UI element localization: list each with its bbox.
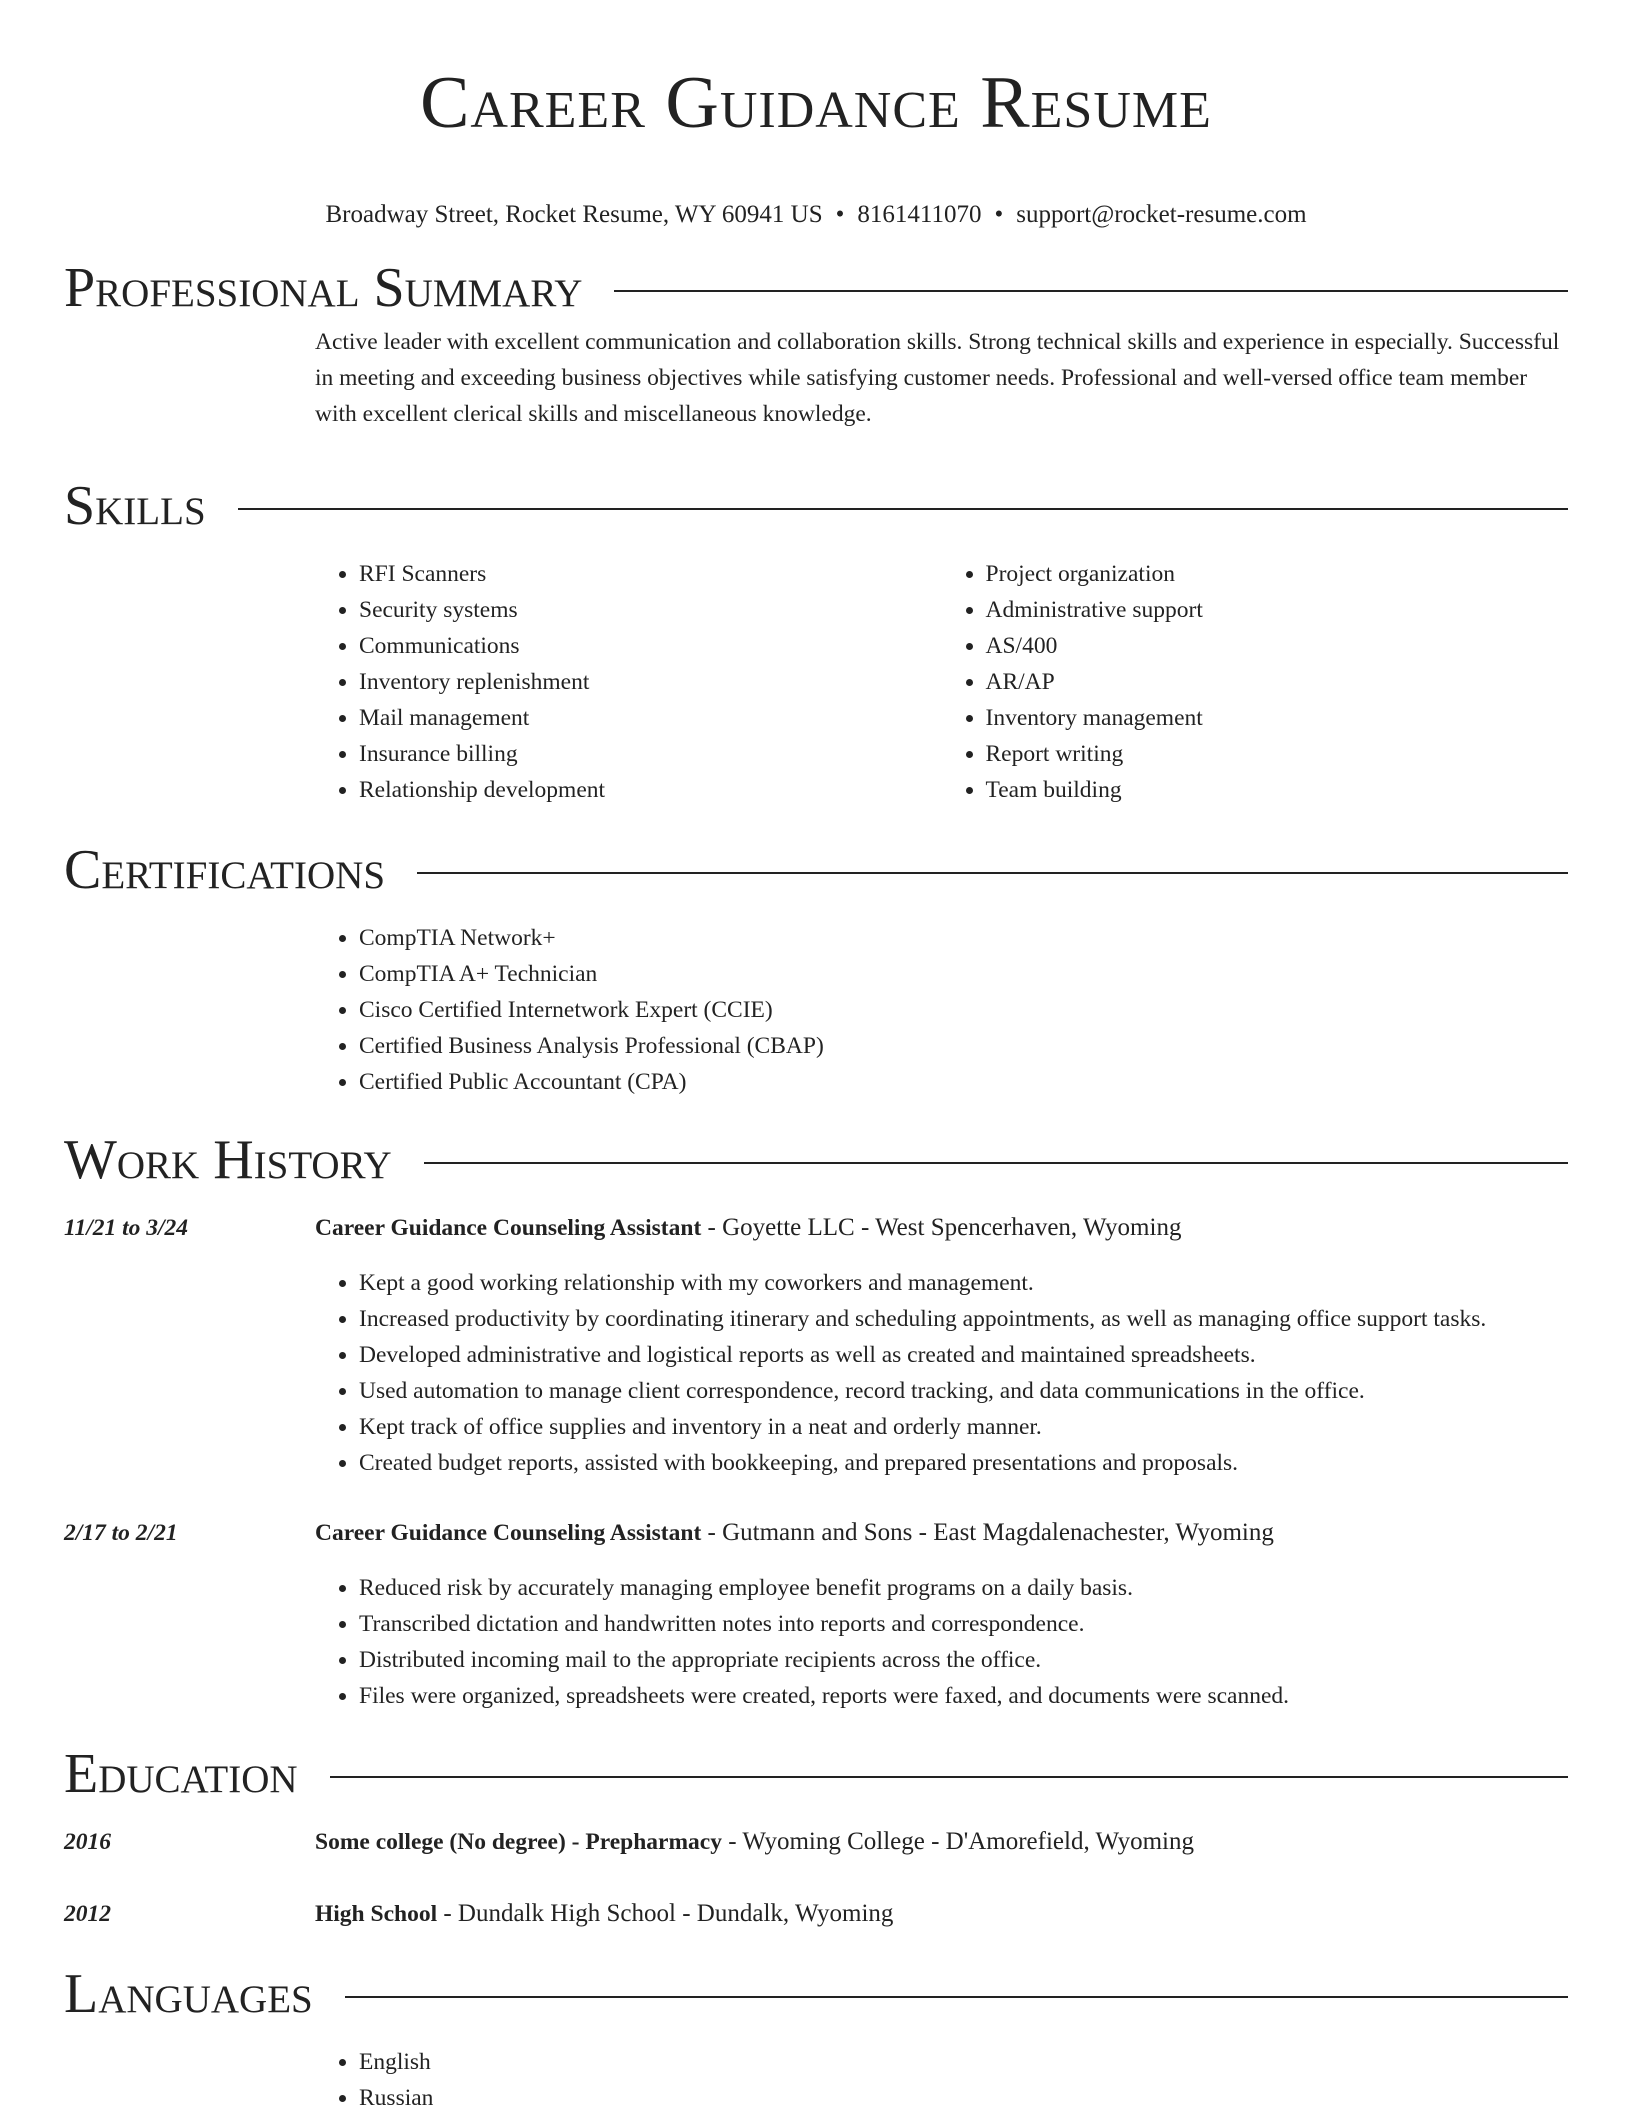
section-title-education: Education	[64, 1743, 298, 1805]
job-duty: • Transcribed dictation and handwritten notes into reports and correspondence.	[359, 1606, 1568, 1642]
education-school: - Wyoming College - D'Amorefield, Wyoming	[721, 1828, 1195, 1855]
certifications-list	[315, 920, 1568, 1100]
certifications-content	[315, 920, 1568, 1100]
skill-item: • Mail management	[359, 700, 942, 736]
skills-columns	[315, 556, 1568, 808]
language-item: • Russian	[359, 2080, 1568, 2116]
section-education	[64, 1742, 1568, 1932]
languages-list	[315, 2044, 1568, 2116]
skill-item: • AS/400	[986, 628, 1569, 664]
job-duty: • Used automation to manage client correspondence, record tracking, and data communications in the office.	[359, 1373, 1568, 1409]
contact-address: Broadway Street, Rocket Resume, WY 60941 US	[325, 201, 823, 228]
skill-item: • Inventory management	[986, 700, 1569, 736]
education-year: 2012	[64, 1901, 111, 1927]
job-duty: • Reduced risk by accurately managing employee benefit programs on a daily basis.	[359, 1570, 1568, 1606]
job-entry	[64, 1210, 1568, 1481]
job-duty: • Kept a good working relationship with my coworkers and management.	[359, 1265, 1568, 1301]
education-entry	[64, 1896, 1568, 1932]
job-body	[315, 1515, 1568, 1714]
job-dates: 2/17 to 2/21	[64, 1520, 178, 1546]
certification-item: • Cisco Certified Internetwork Expert (CCIE)	[359, 992, 1568, 1028]
job-body	[315, 1210, 1568, 1481]
skill-item: • Project organization	[986, 556, 1569, 592]
skill-item: • Insurance billing	[359, 736, 942, 772]
summary-content	[315, 324, 1568, 432]
job-duty: • Developed administrative and logistical reports as well as created and maintained spreadsheets.	[359, 1337, 1568, 1373]
education-school: - Dundalk High School - Dundalk, Wyoming	[437, 1900, 894, 1927]
section-divider	[614, 290, 1568, 292]
skill-item: • RFI Scanners	[359, 556, 942, 592]
skills-list-right	[942, 556, 1569, 808]
skill-item: • Communications	[359, 628, 942, 664]
skill-item: • Team building	[986, 772, 1569, 808]
languages-content	[315, 2044, 1568, 2116]
section-title-skills: Skills	[64, 475, 206, 537]
job-entry	[64, 1515, 1568, 1714]
education-body	[315, 1896, 1568, 1932]
section-title-work-history: Work History	[64, 1129, 392, 1191]
section-title-summary: Professional Summary	[64, 257, 583, 319]
skill-item: • Inventory replenishment	[359, 664, 942, 700]
section-title-languages: Languages	[64, 1963, 313, 2025]
summary-text: Active leader with excellent communication and collaboration skills. Strong technical skills and experience in especially. Successful in meeting and exceeding business objectives while satisfying customer needs. Professional and well-versed office team member with excellent clerical skills and miscellaneous knowledge.	[315, 329, 1560, 427]
section-skills	[64, 474, 1568, 808]
certification-item: • Certified Public Accountant (CPA)	[359, 1064, 1568, 1100]
contact-separator: •	[835, 201, 845, 228]
job-company: - Gutmann and Sons - East Magdalenachester, Wyoming	[701, 1519, 1274, 1546]
contact-line	[0, 200, 1632, 230]
section-divider	[238, 508, 1568, 510]
job-duty: • Created budget reports, assisted with bookkeeping, and prepared presentations and proposals.	[359, 1445, 1568, 1481]
job-company: - Goyette LLC - West Spencerhaven, Wyoming	[701, 1214, 1182, 1241]
section-divider	[417, 872, 1568, 874]
job-duty: • Increased productivity by coordinating itinerary and scheduling appointments, as well as managing office support tasks.	[359, 1301, 1568, 1337]
language-item: • English	[359, 2044, 1568, 2080]
job-dates: 11/21 to 3/24	[64, 1215, 189, 1241]
job-title: Career Guidance Counseling Assistant	[315, 1520, 702, 1546]
section-header	[64, 1128, 1568, 1192]
job-duty: • Kept track of office supplies and inventory in a neat and orderly manner.	[359, 1409, 1568, 1445]
skill-item: • Relationship development	[359, 772, 942, 808]
section-summary	[64, 256, 1568, 432]
section-title-certifications: Certifications	[64, 839, 386, 901]
resume-name: Career Guidance Resume	[420, 62, 1212, 144]
contact-phone: 8161411070	[857, 201, 982, 228]
skill-item: • Security systems	[359, 592, 942, 628]
skill-item: • Report writing	[986, 736, 1569, 772]
skill-item: • Administrative support	[986, 592, 1569, 628]
job-duty: • Files were organized, spreadsheets were created, reports were faxed, and documents were scanned.	[359, 1678, 1568, 1714]
certification-item: • CompTIA A+ Technician	[359, 956, 1568, 992]
education-degree: High School	[315, 1901, 438, 1927]
section-work-history	[64, 1128, 1568, 1714]
job-heading	[315, 1210, 1568, 1246]
education-heading	[315, 1896, 1568, 1932]
section-divider	[345, 1996, 1568, 1998]
job-heading	[315, 1515, 1568, 1551]
section-languages	[64, 1962, 1568, 2116]
skills-list-left	[315, 556, 942, 808]
education-body	[315, 1824, 1568, 1860]
section-divider	[330, 1776, 1568, 1778]
skill-item: • AR/AP	[986, 664, 1569, 700]
job-title: Career Guidance Counseling Assistant	[315, 1215, 702, 1241]
section-header	[64, 256, 1568, 320]
section-certifications	[64, 838, 1568, 1100]
education-year: 2016	[64, 1829, 111, 1855]
section-header	[64, 1962, 1568, 2026]
contact-separator: •	[994, 201, 1004, 228]
job-duties-list	[315, 1570, 1568, 1714]
certification-item: • CompTIA Network+	[359, 920, 1568, 956]
job-duty: • Distributed incoming mail to the appropriate recipients across the office.	[359, 1642, 1568, 1678]
section-header	[64, 474, 1568, 538]
education-heading	[315, 1824, 1568, 1860]
job-duties-list	[315, 1265, 1568, 1481]
section-header	[64, 838, 1568, 902]
certification-item: • Certified Business Analysis Professional (CBAP)	[359, 1028, 1568, 1064]
education-degree: Some college (No degree) - Prepharmacy	[315, 1829, 722, 1855]
section-divider	[424, 1162, 1568, 1164]
education-entry	[64, 1824, 1568, 1860]
contact-email: support@rocket-resume.com	[1016, 201, 1307, 228]
section-header	[64, 1742, 1568, 1806]
